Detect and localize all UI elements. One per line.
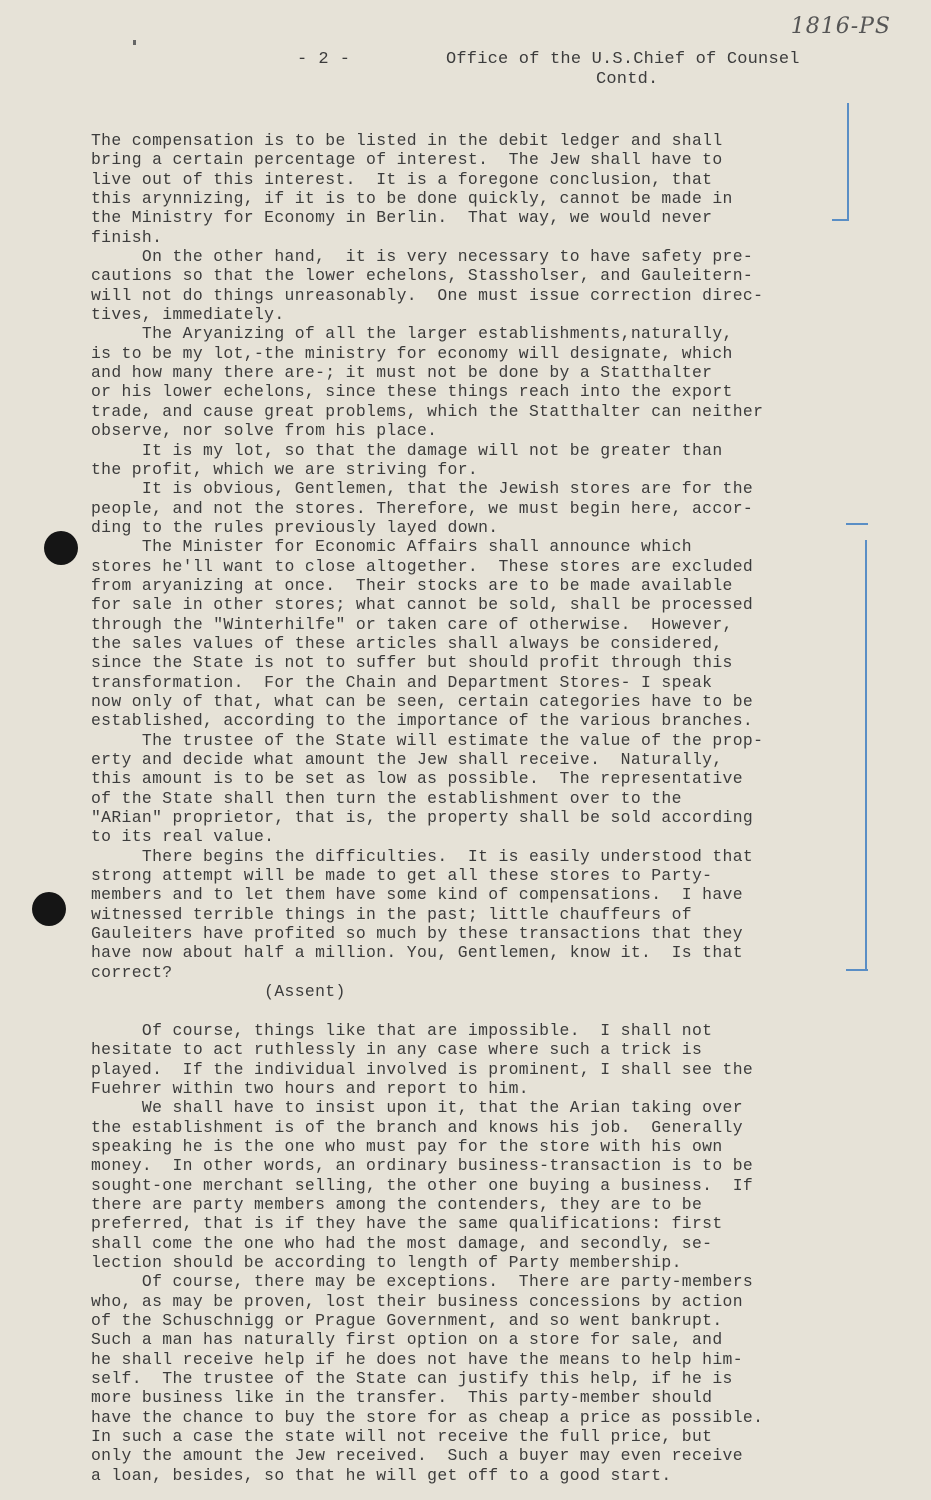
- text-line: We shall have to insist upon it, that the Arian taking over: [91, 1098, 743, 1118]
- text-line: stores he'll want to close altogether. These stores are excluded: [91, 556, 754, 576]
- text-line: ding to the rules previously layed down.: [91, 517, 499, 537]
- office-header: [446, 50, 846, 90]
- text-line: of the State shall then turn the establishment over to the: [91, 788, 682, 808]
- text-line: erty and decide what amount the Jew shall receive. Naturally,: [91, 750, 723, 769]
- text-line: Such a man has naturally first option on a store for sale, and: [91, 1330, 723, 1350]
- text-line: Of course, things like that are impossible. I shall not: [91, 1020, 713, 1040]
- text-line: for sale in other stores; what cannot be sold, shall be processed: [91, 595, 754, 615]
- text-line: is to be my lot,-the ministry for economy will designate, which: [91, 343, 733, 363]
- text-line: finish.: [91, 227, 163, 247]
- text-line: only the amount the Jew received. Such a buyer may even receive: [91, 1446, 743, 1466]
- text-line: to its real value.: [91, 827, 275, 847]
- text-line: bring a certain percentage of interest. The Jew shall have to: [91, 150, 723, 170]
- text-line: who, as may be proven, lost their business concessions by action: [91, 1291, 743, 1311]
- text-line: The Minister for Economic Affairs shall announce which: [91, 537, 692, 557]
- office-title: Office of the U.S.Chief of Counsel: [446, 50, 800, 69]
- text-line: more business like in the transfer. This party-member should: [91, 1388, 713, 1408]
- text-line: the sales values of these articles shall always be considered,: [91, 633, 723, 653]
- text-line: tives, immediately.: [91, 305, 285, 325]
- text-line: have the chance to buy the store for as cheap a price as possible.: [91, 1407, 764, 1427]
- text-line: from aryanizing at once. Their stocks are to be made available: [91, 575, 733, 595]
- page-number: - 2 -: [297, 50, 351, 69]
- text-line: It is obvious, Gentlemen, that the Jewish stores are for the: [91, 479, 754, 499]
- text-line: Fuehrer within two hours and report to him.: [91, 1078, 529, 1098]
- punch-hole: [44, 531, 78, 565]
- text-line: The trustee of the State will estimate the value of the prop-: [91, 730, 764, 750]
- text-line: cautions so that the lower echelons, Stassholser, and Gauleitern-: [91, 266, 754, 286]
- text-line: the profit, which we are striving for.: [91, 459, 479, 479]
- text-line: have now about half a million. You, Gentlemen, know it. Is that: [91, 943, 743, 963]
- text-line: speaking he is the one who must pay for the store with his own: [91, 1136, 723, 1156]
- text-line: the Ministry for Economy in Berlin. That way, we would never: [91, 208, 713, 228]
- text-line: Of course, there may be exceptions. There are party-members: [91, 1272, 754, 1292]
- text-line: will not do things unreasonably. One must issue correction direc-: [91, 285, 764, 305]
- document-number: 1816-PS: [790, 14, 891, 39]
- text-line: lection should be according to length of Party membership.: [91, 1252, 682, 1272]
- text-line: people, and not the stores. Therefore, we must begin here, accor-: [91, 498, 754, 518]
- pencil-tick-mark: [133, 40, 136, 45]
- text-line: "ARian" proprietor, that is, the property shall be sold according: [91, 808, 754, 828]
- text-line: or his lower echelons, since these things reach into the export: [91, 382, 733, 402]
- text-line: preferred, that is if they have the same qualifications: first: [91, 1214, 723, 1234]
- text-line: this amount is to be set as low as possible. The representative: [91, 769, 743, 789]
- text-line: a loan, besides, so that he will get off to a good start.: [91, 1465, 672, 1485]
- continued-label: Contd.: [596, 70, 659, 89]
- text-line: witnessed terrible things in the past; little chauffeurs of: [91, 904, 692, 924]
- text-line: there are party members among the contenders, they are to be: [91, 1194, 703, 1214]
- text-line: now only of that, what can be seen, certain categories have to be: [91, 691, 754, 711]
- text-line: hesitate to act ruthlessly in any case where such a trick is: [91, 1040, 703, 1060]
- blank-line: [91, 1001, 861, 1020]
- text-line: through the "Winterhilfe" or taken care of otherwise. However,: [91, 614, 733, 634]
- text-line: played. If the individual involved is prominent, I shall see the: [91, 1059, 754, 1079]
- text-line: of the Schuschnigg or Prague Government, and so went bankrupt.: [91, 1310, 723, 1330]
- punch-hole: [32, 892, 66, 926]
- text-line: correct?: [91, 962, 173, 982]
- text-line: In such a case the state will not receive the full price, but: [91, 1427, 713, 1447]
- text-line: shall come the one who had the most damage, and secondly, se-: [91, 1233, 713, 1253]
- text-line: trade, and cause great problems, which the Statthalter can neither: [91, 401, 764, 421]
- text-line: established, according to the importance of the various branches.: [91, 711, 754, 731]
- text-line: sought-one merchant selling, the other one buying a business. If: [91, 1175, 754, 1195]
- text-line: strong attempt will be made to get all these stores to Party-: [91, 866, 713, 886]
- text-line: transformation. For the Chain and Department Stores- I speak: [91, 672, 713, 692]
- text-line: the establishment is of the branch and knows his job. Generally: [91, 1117, 743, 1137]
- text-line: this arynnizing, if it is to be done quickly, cannot be made in: [91, 189, 733, 209]
- text-line: observe, nor solve from his place.: [91, 421, 438, 441]
- text-line: On the other hand, it is very necessary to have safety pre-: [91, 247, 754, 267]
- text-line: The compensation is to be listed in the debit ledger and shall: [91, 131, 723, 150]
- document-body: [91, 131, 861, 1485]
- text-line: (Assent): [91, 982, 346, 1002]
- text-line: There begins the difficulties. It is easily understood that: [91, 846, 754, 866]
- text-line: and how many there are-; it must not be done by a Statthalter: [91, 363, 713, 383]
- text-line: It is my lot, so that the damage will not be greater than: [91, 440, 723, 460]
- text-line: Gauleiters have profited so much by these transactions that they: [91, 924, 743, 944]
- text-line: money. In other words, an ordinary business-transaction is to be: [91, 1156, 754, 1176]
- text-line: since the State is not to suffer but should profit through this: [91, 653, 733, 673]
- text-line: The Aryanizing of all the larger establishments,naturally,: [91, 324, 733, 344]
- text-line: members and to let them have some kind of compensations. I have: [91, 885, 743, 905]
- text-line: he shall receive help if he does not have the means to help him-: [91, 1349, 743, 1369]
- text-line: live out of this interest. It is a foregone conclusion, that: [91, 169, 713, 189]
- text-line: self. The trustee of the State can justify this help, if he is: [91, 1369, 733, 1388]
